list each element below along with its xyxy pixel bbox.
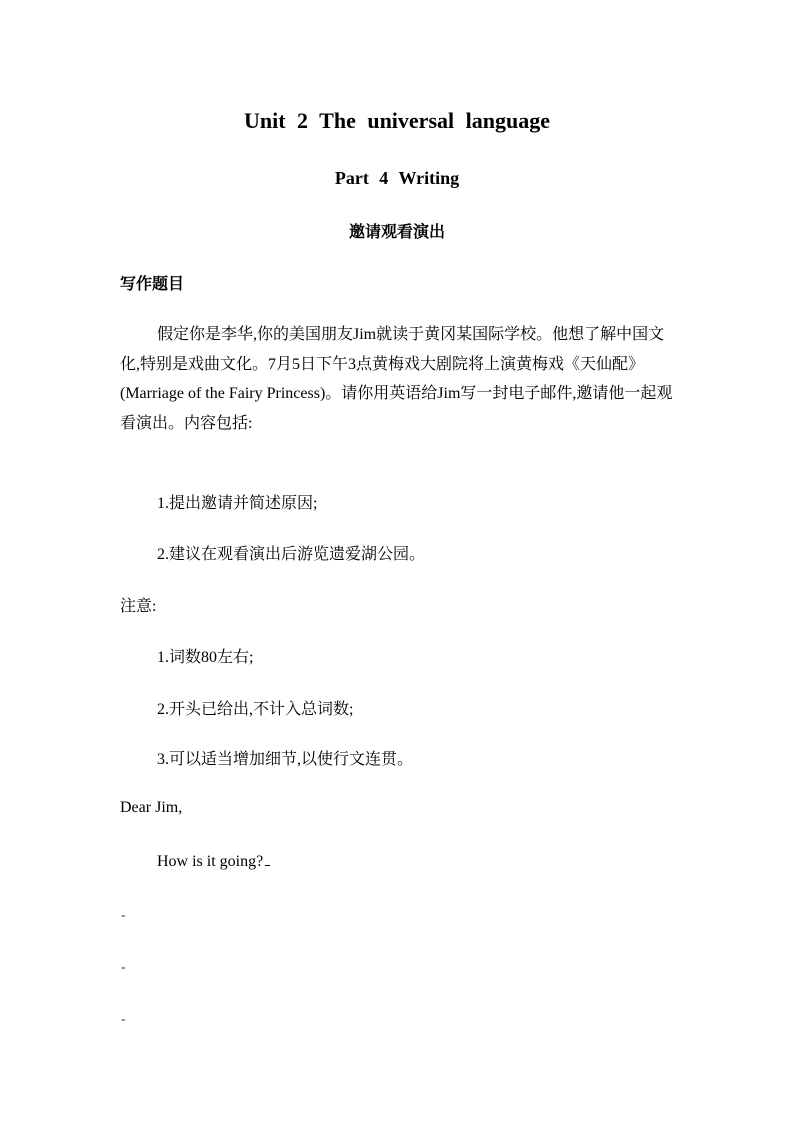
note-item: 3.可以适当增加细节,以使行文连贯。: [157, 751, 414, 768]
notes-heading: 注意:: [120, 598, 157, 615]
requirement-item: 1.提出邀请并简述原因;: [157, 495, 318, 512]
writing-blank-stub: [265, 851, 270, 866]
task-paragraph: 假定你是李华,你的美国朋友Jim就读于黄冈某国际学校。他想了解中国文化,特别是戏曲文化。7月5日下午3点黄梅戏大剧院将上演黄梅戏《天仙配》(Marriage of the Fairy Princess)。请你用英语给Jim写一封电子邮件,邀请他一起观看演出。内容包括:: [120, 326, 673, 432]
unit-title: Unit 2 The universal language: [244, 108, 550, 133]
note-item: 2.开头已给出,不计入总词数;: [157, 701, 354, 718]
part-subtitle: Part 4 Writing: [334, 168, 460, 188]
letter-salutation: Dear Jim,: [120, 799, 183, 816]
requirement-item: 2.建议在观看演出后游览遗爱湖公园。: [157, 546, 426, 563]
topic-title: 邀请观看演出: [348, 222, 445, 241]
letter-opening-line: [157, 851, 270, 871]
note-item: 1.词数80左右;: [157, 649, 254, 666]
letter-opening-text: How is it going?: [157, 853, 264, 870]
writing-blank-line: -: [121, 908, 126, 923]
writing-blank-line: -: [121, 960, 126, 975]
writing-blank-line: -: [121, 1012, 126, 1027]
task-heading: 写作题目: [120, 274, 185, 293]
